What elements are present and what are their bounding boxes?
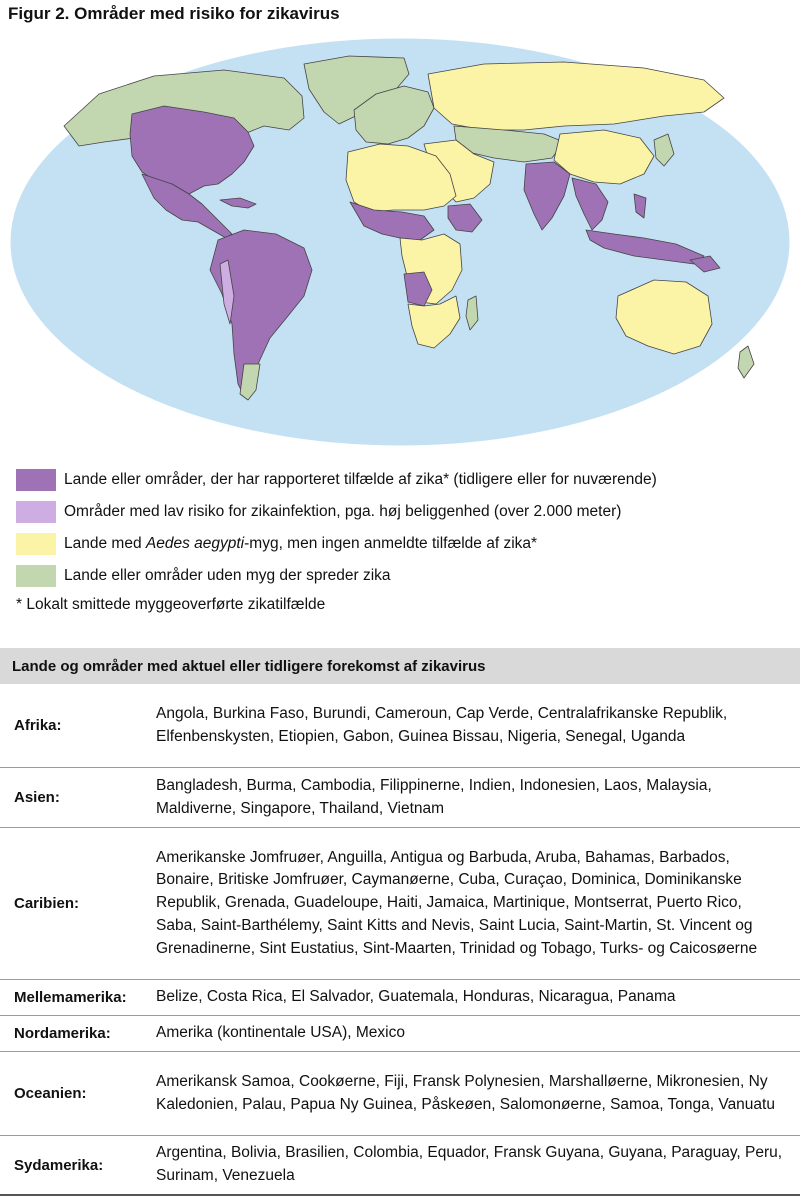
countries-table: [0, 648, 800, 1196]
region-countries: Amerikansk Samoa, Cookøerne, Fiji, Fransk Polynesien, Marshalløerne, Mikronesien, Ny Kaledonien, Palau, Papua Ny Guinea, Påskeøen, Salomonøerne, Samoa, Tonga, Vanuatu: [156, 1072, 775, 1113]
legend-footnote: * Lokalt smittede myggeoverførte zikatilfælde: [16, 596, 326, 613]
table-row: [0, 1136, 800, 1196]
legend-item-reported: [16, 464, 796, 496]
world-map: [4, 34, 796, 454]
legend-label-no-mosquito: Lande eller områder uden myg der spreder zika: [64, 567, 391, 584]
table-row: [0, 1016, 800, 1052]
region-label: Mellemamerika:: [14, 989, 127, 1006]
table-row: [0, 1052, 800, 1136]
region-countries: Angola, Burkina Faso, Burundi, Cameroun, Cap Verde, Centralafrikanske Republik, Elfenbenskysten, Etiopien, Gabon, Guinea Bissau, Nigeria, Senegal, Uganda: [156, 704, 728, 745]
region-label: Sydamerika:: [14, 1156, 104, 1174]
region-label: Oceanien:: [14, 1085, 87, 1102]
table-row: [0, 980, 800, 1016]
table-row: [0, 828, 800, 980]
legend-label-low-risk: Områder med lav risiko for zikainfektion, pga. høj beliggenhed (over 2.000 meter): [64, 503, 622, 520]
region-label: Afrika:: [14, 717, 62, 734]
new-zealand: [738, 346, 754, 378]
legend-item-aedes: [16, 528, 796, 560]
legend-label-aedes: Lande med Aedes aegypti-myg, men ingen anmeldte tilfælde af zika*: [64, 535, 538, 552]
region-label: Caribien:: [14, 895, 80, 912]
region-label: Asien:: [14, 789, 60, 806]
region-countries: Bangladesh, Burma, Cambodia, Filippinerne, Indien, Indonesien, Laos, Malaysia, Maldiverne, Singapore, Thailand, Vietnam: [156, 776, 712, 817]
region-countries: Amerika (kontinentale USA), Mexico: [156, 1024, 405, 1042]
legend-item-no-mosquito: [16, 560, 796, 592]
region-label: Nordamerika:: [14, 1025, 111, 1042]
region-countries: Argentina, Bolivia, Brasilien, Colombia, Equador, Fransk Guyana, Guyana, Paraguay, Peru, Surinam, Venezuela: [156, 1144, 783, 1184]
legend-swatch-light-purple: [16, 501, 56, 523]
region-countries: Amerikanske Jomfruøer, Anguilla, Antigua og Barbuda, Aruba, Bahamas, Barbados, Bonaire, Britiske Jomfruøer, Caymanøerne, Cuba, Curaçao, Dominica, Dominikanske Republik, Grenada, Guadeloupe, Haiti, Jamaica, Martinique, Montserrat, Puerto Rico, Saba, Saint-Barthélemy, Saint Kitts and Nevis, Saint Lucia, Saint-Martin, St. Vincent og Grenadinerne, Sint Eustatius, Sint-Maarten, Trinidad og Tobago, Turks- og Caicosøerne: [156, 848, 758, 957]
table-row: [0, 768, 800, 828]
legend-item-low-risk: [16, 496, 796, 528]
map-legend: [16, 464, 796, 614]
legend-swatch-purple: [16, 469, 56, 491]
legend-swatch-yellow: [16, 533, 56, 555]
table-row: [0, 684, 800, 768]
figure-title: Figur 2. Områder med risiko for zikavirus: [8, 4, 340, 23]
region-countries: Belize, Costa Rica, El Salvador, Guatemala, Honduras, Nicaragua, Panama: [156, 988, 676, 1006]
table-header: Lande og områder med aktuel eller tidligere forekomst af zikavirus: [0, 648, 800, 684]
legend-swatch-green: [16, 565, 56, 587]
legend-label-reported: Lande eller områder, der har rapporteret tilfælde af zika* (tidligere eller for nuværende): [64, 471, 657, 488]
